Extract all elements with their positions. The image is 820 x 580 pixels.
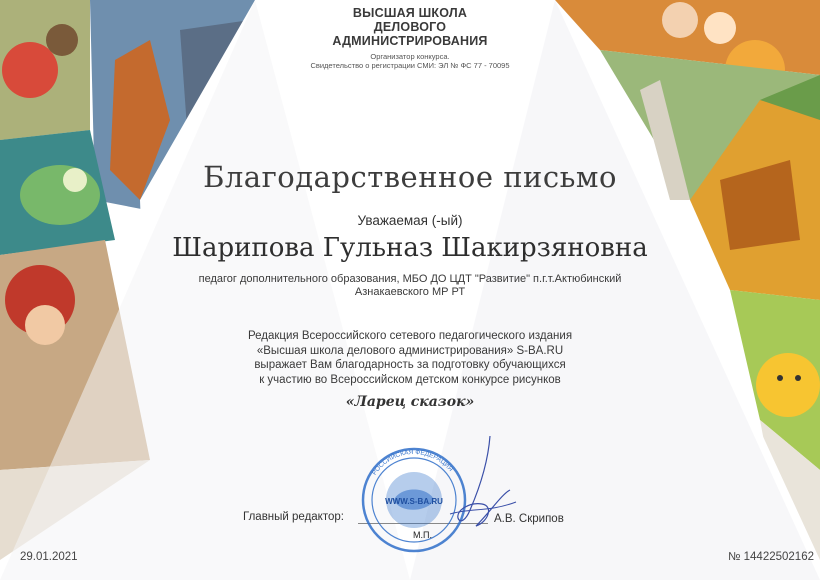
org-name-line1: ВЫСШАЯ ШКОЛА: [352, 6, 468, 20]
issue-date: 29.01.2021: [20, 551, 78, 563]
position-line1: педагог дополнительного образования, МБО ДО ЦДТ "Развитие" п.г.т.Актюбинский: [198, 273, 622, 285]
body-line1: Редакция Всероссийского сетевого педагогического издания: [247, 330, 573, 342]
registration-note: Свидетельство о регистрации СМИ: ЭЛ № ФС 77 - 70095: [310, 61, 510, 70]
stamp-center-text: WWW.S-BA.RU: [385, 497, 443, 506]
contest-name: «Ларец сказок»: [345, 394, 475, 410]
gratitude-text: [200, 329, 620, 387]
body-line4: к участию во Всероссийском детском конкурсе рисунков: [259, 373, 561, 386]
editor-name: А.В. Скрипов: [494, 513, 564, 525]
organizer-note: Организатор конкурса.: [370, 52, 450, 61]
recipient-position: [150, 273, 670, 299]
document-title: Благодарственное письмо: [203, 160, 617, 194]
salutation: Уважаемая (-ый): [357, 213, 463, 228]
document-number: № 14422502162: [728, 551, 814, 563]
body-line3: выражает Вам благодарность за подготовку обучающихся: [254, 359, 566, 371]
org-name-line2: ДЕЛОВОГО АДМИНИСТРИРОВАНИЯ: [332, 20, 488, 48]
stamp-place-mark: М.П.: [413, 530, 432, 540]
organization-header: [300, 6, 520, 70]
recipient-name: Шарипова Гульназ Шакирзяновна: [172, 233, 648, 263]
stamp-ring-text: РОССИЙСКАЯ ФЕДЕРАЦИЯ: [371, 448, 455, 477]
position-line2: Азнакаевского МР РТ: [354, 286, 466, 298]
editor-role-label: Главный редактор:: [243, 511, 344, 523]
body-line2: «Высшая школа делового администрирования» S-BA.RU: [256, 344, 564, 357]
